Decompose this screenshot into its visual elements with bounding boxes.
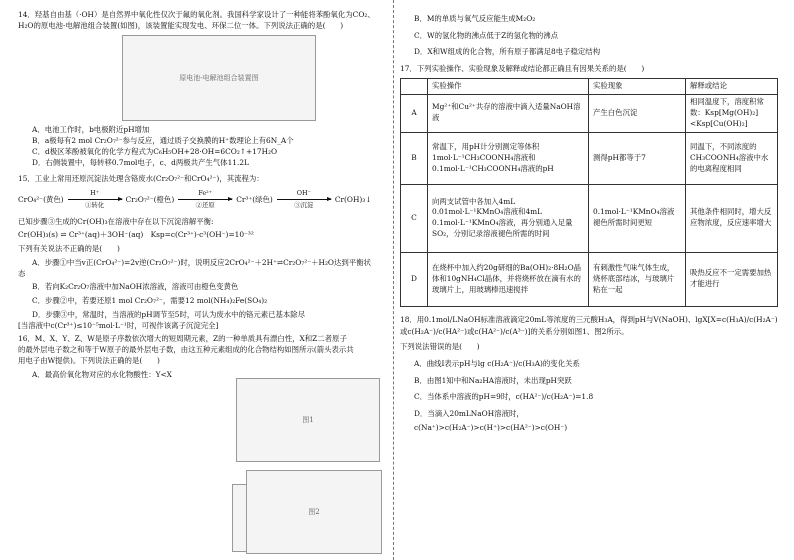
- q17-stem: 17．下列实验操作、实验现象及解释或结论都正确且有因果关系的是( ): [400, 64, 645, 74]
- titration-curve-figure: [236, 378, 380, 462]
- row-phenomenon: [589, 94, 686, 132]
- scheme-arrow-2-reagent: Fe²⁺: [198, 189, 213, 198]
- cell-figure-caption: 原电池-电解池组合装置图: [179, 74, 259, 83]
- scheme-arrow-3-step: ③沉淀: [294, 201, 314, 210]
- row-operation: [428, 132, 589, 184]
- table-header-row: [401, 78, 778, 94]
- q15-ask: 下列有关说法不正确的是( ): [18, 244, 120, 254]
- row-phenomenon: [589, 252, 686, 306]
- q16-stem-line1: 16．M、X、Y、Z、W是原子序数依次增大的短周期元素，Z的一种单质具有漂白性，X和Z二者原子: [18, 334, 347, 344]
- header-conclusion: 解释或结论: [686, 78, 778, 94]
- question-15: [18, 174, 390, 331]
- q14-stem-line2: H₂O的原电池-电解池组合装置(如图)，该装置能实现发电、环保二位一体。下列说法正确的是( ): [18, 20, 344, 30]
- cell-line: 在烧杯中加入约20g研细的Ba(OH)₂·8H₂O晶体和10gNH₄Cl晶体，并将烧杯放在滴有水的玻璃片上，用玻璃棒迅速搅拌: [432, 263, 582, 294]
- q18-stem-line2: 或c(H₂A⁻)/c(HA²⁻)或c(HA²⁻)/c(A³⁻)]的关系分别如图1、图2所示。: [400, 327, 629, 337]
- cell-line: 产生白色沉淀: [593, 107, 638, 117]
- right-column: [400, 10, 778, 434]
- row-phenomenon: [589, 132, 686, 184]
- q18-option-d-line1: D．当滴入20mLNaOH溶液时，: [414, 409, 524, 419]
- scheme-species-4: Cr(OH)₃↓: [334, 194, 372, 204]
- question-16: [18, 334, 390, 380]
- row-operation: [428, 94, 589, 132]
- cell-line: 向两支试管中各加入4mL: [432, 196, 516, 206]
- cell-line: 0.1mol·L⁻¹KMnO₄溶液，再分别通入足量SO₂，分别记录溶液褪色所需的时间: [432, 218, 573, 238]
- cell-line: 0.1mol·L⁻¹KMnO₄溶液褪色所需时间更短: [593, 207, 675, 228]
- q15-option-c: C．步骤②中，若要还原1 mol Cr₂O₇²⁻，需要12 mol(NH₄)₂Fe(SO₄)₂: [32, 296, 268, 306]
- electrochemical-cell-figure: [122, 35, 316, 121]
- row-conclusion: [686, 184, 778, 252]
- scheme-arrow-1-step: ①转化: [85, 201, 105, 210]
- row-conclusion: [686, 132, 778, 184]
- q14-option-c: C．d极区苯酚被氧化的化学方程式为C₆H₅OH+28·OH=6CO₂↑+17H₂O: [32, 146, 278, 156]
- cell-line: 有刺激性气味气体生成，烧杯底部结冰，与玻璃片粘在一起: [593, 263, 675, 294]
- row-label: A: [401, 94, 428, 132]
- scheme-species-3: Cr³⁺(绿色): [236, 194, 273, 204]
- question-18: [400, 315, 778, 434]
- q16-option-b: B．M的单质与氧气反应能生成M₂O₂: [414, 14, 536, 23]
- titration-figure-caption: 图1: [302, 415, 314, 424]
- left-column: [18, 10, 390, 380]
- lgx-figure-caption: 图2: [308, 507, 320, 516]
- scheme-species-1: CrO₄²⁻(黄色): [18, 194, 64, 204]
- q16-stem-line2: 的最外层电子数之和等于W原子的最外层电子数，由这五种元素组成的化合物结构如图所示(箭头表示共: [18, 345, 354, 355]
- q18-option-d-line2: c(Na⁺)>c(H₂A⁻)>c(H⁺)>c(HA²⁻)>c(OH⁻): [414, 422, 568, 432]
- header-phenomenon: 实验现象: [589, 78, 686, 94]
- q15-known: 已知步骤③生成的Cr(OH)₃在溶液中存在以下沉淀溶解平衡:: [18, 216, 214, 226]
- question-14: [18, 10, 390, 168]
- row-conclusion: [686, 94, 778, 132]
- row-label: D: [401, 252, 428, 306]
- cell-line: 吸热反应不一定需要加热才能进行: [690, 268, 772, 289]
- cell-line: 0.1mol·L⁻¹CH₃COONH₄溶液的pH: [432, 163, 554, 173]
- arrow-right-icon: [68, 199, 122, 200]
- row-label: C: [401, 184, 428, 252]
- question-17: [400, 64, 778, 306]
- q18-option-a: A．曲线Ⅰ表示pH与lg c(H₂A⁻)/c(H₃A)的变化关系: [414, 358, 580, 368]
- cell-line: 1mol·L⁻¹CH₃COONH₄溶液和: [432, 152, 536, 162]
- q14-option-b: B．a极每有2 mol Cr₂O₇²⁻参与反应，通过质子交换膜的H⁺数理论上有6N_A个: [32, 136, 294, 146]
- q18-stem-line1: 18．用0.1mol/LNaOH标准溶液滴定20mL等浓度的三元酸H₃A，得到pH与V(NaOH)、lgX[X=c(H₃A)/c(H₂A⁻): [400, 314, 778, 324]
- scheme-arrow-1: [68, 189, 122, 211]
- table-row: [401, 94, 778, 132]
- cell-line: 0.01mol·L⁻¹KMnO₄溶液和4mL: [432, 207, 543, 217]
- scheme-species-2: Cr₂O₇²⁻(橙色): [125, 194, 175, 204]
- cell-line: 同温下，不同浓度的CH₃COONH₄溶液中水的电离程度相同: [690, 142, 769, 173]
- q14-stem-line1: 14．羟基自由基（·OH）是自然界中氧化性仅次于氟的氧化剂。我国科学家设计了一种能将苯酚氧化为CO₂、: [18, 10, 375, 19]
- row-phenomenon: [589, 184, 686, 252]
- q15-equilibrium: Cr(OH)₃(s) ⇌ Cr³⁺(aq)＋3OH⁻(aq) Ksp=c(Cr³⁺)·c³(OH⁻)=10⁻³²: [18, 230, 254, 240]
- row-operation: [428, 252, 589, 306]
- q17-experiment-table: [400, 78, 778, 307]
- row-operation: [428, 184, 589, 252]
- chromium-process-scheme: [18, 189, 390, 211]
- cell-line: 其他条件相同时，增大反应物浓度，反应速率增大: [690, 207, 772, 228]
- q16-stem-line3: 用电子由W提供)。下列说法正确的是( ): [18, 355, 160, 365]
- q14-option-d: D．右侧装置中，每转移0.7mol电子，c、d两极共产生气体11.2L: [32, 157, 249, 167]
- header-label: [401, 78, 428, 94]
- header-operation: 实验操作: [428, 78, 589, 94]
- q18-option-b: B．由图1知中和Na₂HA溶液时，未出现pH突跃: [414, 375, 572, 385]
- column-divider: [393, 0, 394, 560]
- q18-ask: 下列说法错误的是( ): [400, 342, 480, 352]
- cell-line: 相同温度下，溶度积常数：Ksp[Mg(OH)₂]<Ksp[Cu(OH)₂]: [690, 97, 764, 128]
- q16-option-c: C．W的氢化物的沸点低于Z的氢化物的沸点: [414, 30, 559, 40]
- arrow-right-icon: [178, 199, 232, 200]
- arrow-right-icon: [277, 199, 331, 200]
- cell-line: 测得pH都等于7: [593, 152, 646, 162]
- q15-option-a-line2: 态: [18, 268, 26, 278]
- cell-line: 常温下，用pH计分别测定等体积: [432, 142, 540, 152]
- lgx-ph-figure: [246, 470, 382, 554]
- q15-option-d-line2: [当溶液中c(Cr³⁺)≤10⁻⁵mol·L⁻¹时，可视作该离子沉淀完全]: [18, 320, 219, 330]
- q15-option-a-line1: A．步骤①中当v正(CrO₄²⁻)=2v逆(Cr₂O₇²⁻)时，说明反应2CrO₄²⁻＋2H⁺⇌Cr₂O₇²⁻＋H₂O达到平衡状: [32, 257, 371, 267]
- q18-option-c: C．当体系中溶液的pH=9时，c(HA²⁻)/c(H₂A⁻)=1.8: [414, 392, 594, 402]
- scheme-arrow-3-reagent: OH⁻: [296, 189, 311, 198]
- table-row: [401, 132, 778, 184]
- scheme-arrow-3: [277, 189, 331, 211]
- q15-stem: 15．工业上常用还原沉淀法处理含铬废水(Cr₂O₇²⁻和CrO₄²⁻)，其流程为：: [18, 174, 264, 184]
- q16-option-d: D．X和W组成的化合物，所有原子都满足8电子稳定结构: [414, 47, 601, 57]
- table-row: [401, 184, 778, 252]
- q15-option-b: B．若向K₂Cr₂O₇溶液中加NaOH浓溶液，溶液可由橙色变黄色: [32, 282, 239, 292]
- table-row: [401, 252, 778, 306]
- scheme-arrow-1-reagent: H⁺: [90, 189, 100, 198]
- q15-option-d-line1: D．步骤③中，常温时，当溶液的pH调节至5时，可认为废水中的铬元素已基本除尽: [32, 309, 306, 319]
- q14-option-a: A．电池工作时，b电极附近pH增加: [32, 125, 150, 135]
- row-conclusion: [686, 252, 778, 306]
- scheme-arrow-2-step: ②还原: [195, 201, 215, 210]
- scheme-arrow-2: [178, 189, 232, 211]
- q16-option-a: A．最高价氧化物对应的水化物酸性：Y<X: [32, 369, 172, 379]
- cell-line: Mg²⁺和Cu²⁺共存的溶液中滴入适量NaOH溶液: [432, 102, 581, 123]
- row-label: B: [401, 132, 428, 184]
